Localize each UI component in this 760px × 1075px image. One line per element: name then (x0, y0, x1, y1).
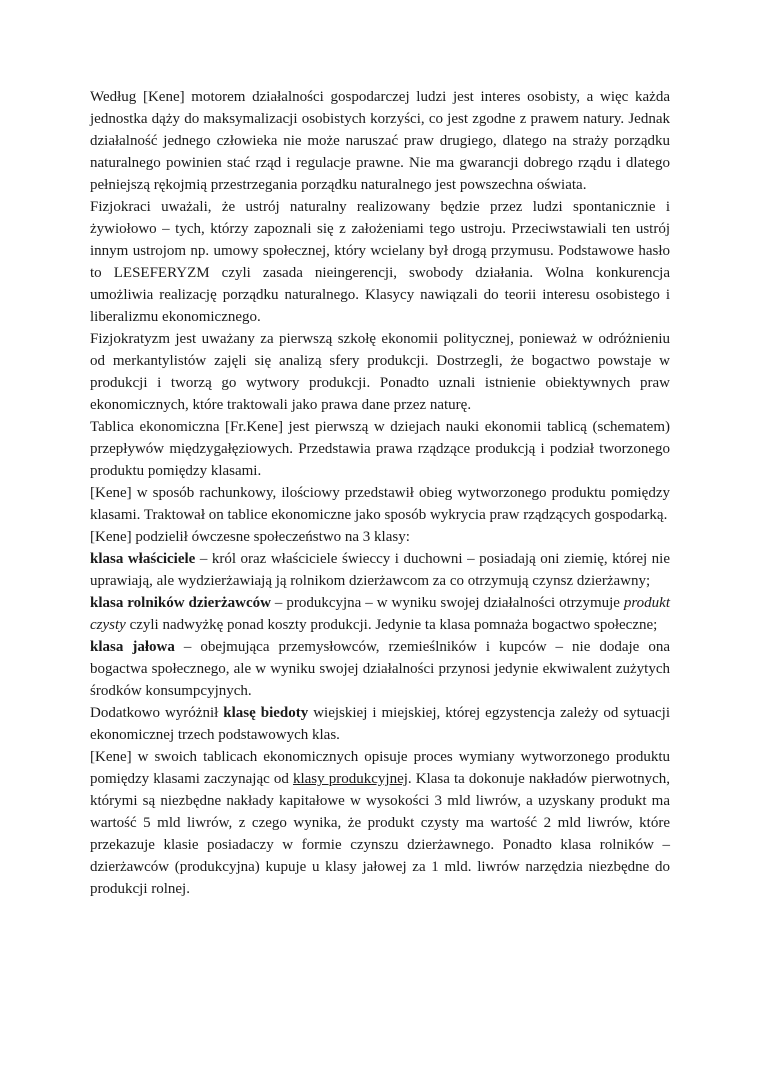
paragraph-poor-class (90, 702, 670, 746)
poor-class-intro: Dodatkowo wyróżnił (90, 705, 224, 721)
paragraph-physiocrats: Fizjokraci uważali, że ustrój naturalny realizowany będzie przez ludzi spontanicznie i żywiołowo – tych, którzy zapoznali się z założeniami tego ustroju. Przeciwstawiali ten ustrój innym ustrojom np. umowy społecznej, który wcielany był drogą przymusu. Podstawowe hasło to LESEFERYZM czyli zasada nieingerencji, swobody działania. Wolna konkurencja umożliwia realizację porządku naturalnego. Klasycy nawiązali do teorii interesu osobistego i liberalizmu ekonomicznego. (90, 199, 670, 325)
productive-class-description-b: czyli nadwyżkę ponad koszty produkcji. Jedynie ta klasa pomnaża bogactwo społeczne; (125, 617, 658, 633)
paragraph-physiocratism: Fizjokratyzm jest uważany za pierwszą szkołę ekonomii politycznej, ponieważ w odróżnieniu od merkantylistów zajęli się analizą sfery produkcji. Dostrzegli, że bogactwo powstaje w produkcji i tworzą go wytwory produkcji. Ponadto uznali istnienie obiektywnych praw ekonomicznych, które traktowali jako prawa dane przez naturę. (90, 331, 670, 413)
paragraph-economic-table: Tablica ekonomiczna [Fr.Kene] jest pierwszą w dziejach nauki ekonomii tablicą (schematem) przepływów międzygałęziowych. Przedstawia prawa rządzące produkcją i podział tworzonego produktu pomiędzy klasami. (90, 419, 670, 479)
poor-class-description: wiejskiej i miejskiej, której egzystencja zależy od sytuacji ekonomicznej trzech podstawowych klas. (90, 705, 670, 743)
paragraph-sterile-class (90, 636, 670, 702)
exchange-process-description: . Klasa ta dokonuje nakładów pierwotnych, którymi są niezbędne nakłady kapitałowe w wysokości 3 mld liwrów, a uzyskany produkt ma wartość 5 mld liwrów, z czego wynika, że produkt czysty ma wartość 2 mld liwrów, które przekazuje klasie posiadaczy w formie czynszu dzierżawnego. Ponadto klasa rolników – dzierżawców (produkcyjna) kupuje u klasy jałowej za 1 mld. liwrów narzędzia niezbędne do produkcji rolnej. (90, 771, 671, 897)
document-page (90, 86, 670, 900)
paragraph-natural-order: Według [Kene] motorem działalności gospodarczej ludzi jest interes osobisty, a więc każda jednostka dąży do maksymalizacji osobistych korzyści, co jest zgodne z prawem natury. Jednak działalność jednego człowieka nie może naruszać praw drugiego, dlatego na straży porządku naturalnego powinien stać rząd i regulacje prawne. Nie ma gwarancji dobrego rządu i dlatego pełniejszą rękojmią przestrzegania porządku naturalnego jest powszechna oświata. (90, 89, 670, 193)
net-product-term: produkt czysty (90, 595, 670, 633)
paragraph-three-classes-intro: [Kene] podzielił ówczesne społeczeństwo na 3 klasy: (90, 529, 410, 545)
exchange-process-intro: [Kene] w swoich tablicach ekonomicznych opisuje proces wymiany wytworzonego produktu pomiędzy klasami zaczynając od (90, 749, 670, 787)
owners-class-description: – król oraz właściciele świeccy i duchowni – posiadają oni ziemię, której nie uprawiają, ale wydzierżawiają ją rolnikom dzierżawcom za co otrzymują czynsz dzierżawny; (90, 551, 670, 589)
paragraph-productive-class (90, 592, 670, 636)
poor-class-term: klasę biedoty (223, 705, 309, 721)
sterile-class-description: – obejmująca przemysłowców, rzemieślników i kupców – nie dodaje ona bogactwa społecznego, ale w wyniku swojej działalności przynosi jedynie ekwiwalent zużytych środków konsumpcyjnych. (90, 639, 670, 699)
paragraph-kene-circulation: [Kene] w sposób rachunkowy, ilościowy przedstawił obieg wytworzonego produktu pomiędzy klasami. Traktował on tablice ekonomiczne jako sposób wykrycia praw rządzących gospodarką. (90, 485, 670, 523)
owners-class-term: klasa właściciele (90, 551, 196, 567)
sterile-class-term: klasa jałowa (90, 639, 175, 655)
productive-class-link: klasy produkcyjnej (292, 771, 408, 787)
productive-class-term: klasa rolników dzierżawców (90, 595, 271, 611)
productive-class-description-a: – produkcyjna – w wyniku swojej działalności otrzymuje (270, 595, 624, 611)
paragraph-exchange-process (90, 746, 670, 900)
paragraph-owners-class (90, 548, 670, 592)
